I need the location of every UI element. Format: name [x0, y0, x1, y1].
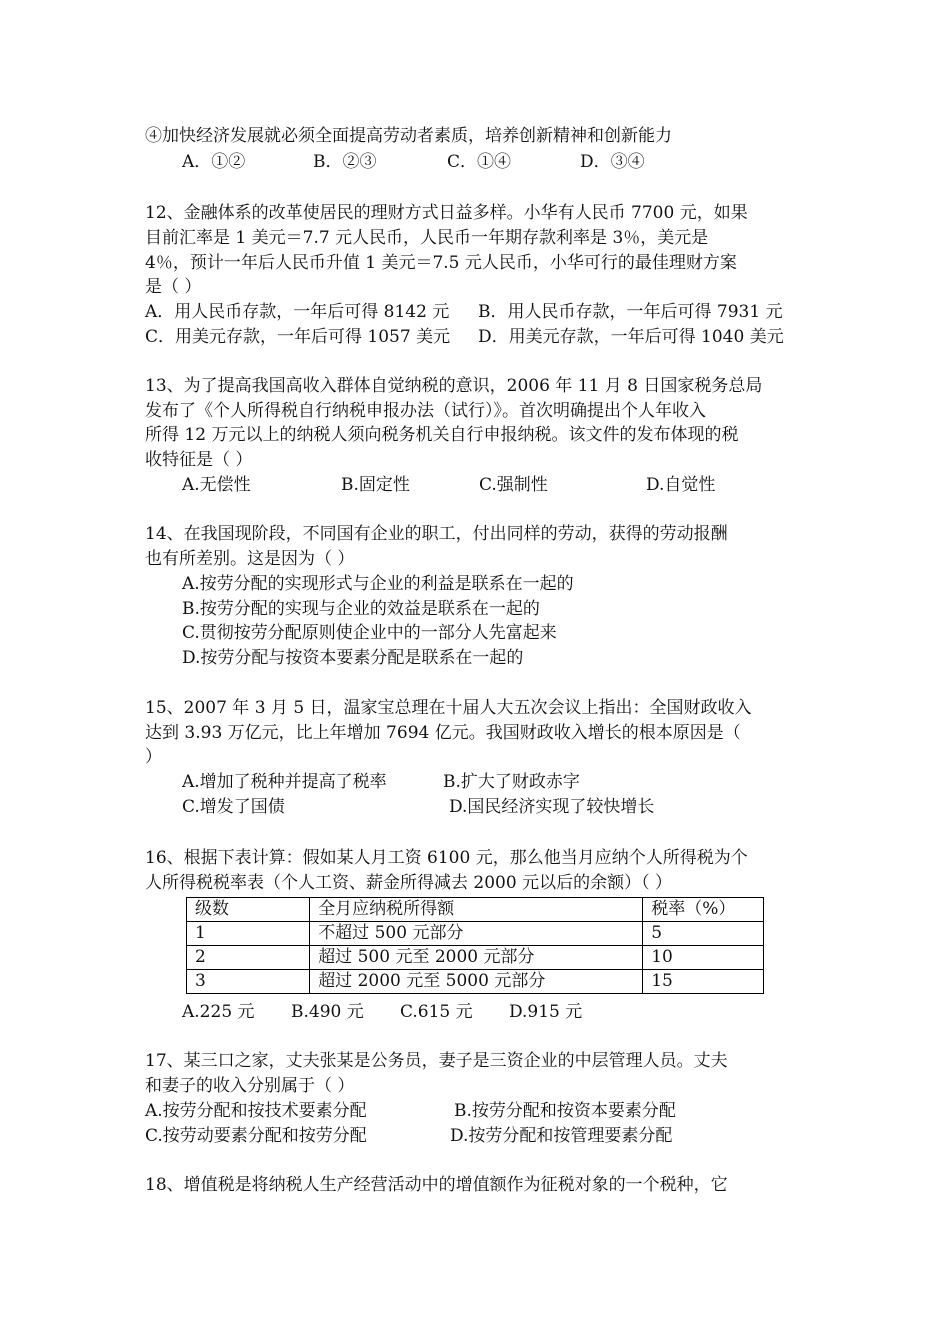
table-row — [187, 922, 764, 946]
table-cell: 不超过 500 元部分 — [310, 922, 643, 946]
table-cell: 2 — [187, 946, 310, 970]
q15-line-3: ） — [145, 747, 162, 767]
q12-line-2: 目前汇率是 1 美元＝7.7 元人民币，人民币一年期存款利率是 3％，美元是 — [145, 228, 709, 248]
q18-line-1: 18、增值税是将纳税人生产经营活动中的增值额作为征税对象的一个税种，它 — [145, 1175, 728, 1195]
table-header-cell: 级数 — [187, 898, 310, 922]
q14-option-c: C.贯彻按劳分配原则使企业中的一部分人先富起来 — [182, 623, 557, 643]
q17-option-a: A.按劳分配和按技术要素分配 — [145, 1101, 367, 1121]
q16-option-d: D.915 元 — [509, 1002, 583, 1022]
q16-line-2: 人所得税税率表（个人工资、薪金所得减去 2000 元以后的余额）（ ） — [145, 873, 672, 893]
q12-option-d: D．用美元存款，一年后可得 1040 美元 — [478, 327, 784, 347]
q15-line-1: 15、2007 年 3 月 5 日，温家宝总理在十届人大五次会议上指出：全国财政收入 — [145, 698, 752, 718]
q12-option-b: B．用人民币存款，一年后可得 7931 元 — [478, 302, 783, 322]
tax-rate-table — [186, 897, 764, 994]
table-cell: 超过 2000 元至 5000 元部分 — [310, 970, 643, 994]
q11-option-c: C．①④ — [447, 152, 512, 172]
q13-line-2: 发布了《个人所得税自行纳税申报办法（试行）》。首次明确提出个人年收入 — [145, 401, 706, 421]
q15-option-a: A.增加了税种并提高了税率 — [182, 772, 387, 792]
q15-option-b: B.扩大了财政赤字 — [443, 772, 580, 792]
table-cell: 1 — [187, 922, 310, 946]
q16-option-a: A.225 元 — [182, 1002, 255, 1022]
q16-option-c: C.615 元 — [400, 1002, 473, 1022]
q12-line-1: 12、金融体系的改革使居民的理财方式日益多样。小华有人民币 7700 元，如果 — [145, 203, 748, 223]
q13-option-a: A.无偿性 — [182, 475, 251, 495]
q17-option-d: D.按劳分配和按管理要素分配 — [450, 1126, 673, 1146]
table-row — [187, 946, 764, 970]
q11-option-a: A．①② — [182, 152, 246, 172]
q14-option-d: D.按劳分配与按资本要素分配是联系在一起的 — [182, 648, 524, 668]
q12-option-c: C．用美元存款，一年后可得 1057 美元 — [145, 327, 451, 347]
q16-line-1: 16、根据下表计算：假如某人月工资 6100 元，那么他当月应纳个人所得税为个 — [145, 848, 748, 868]
q11-option-b: B．②③ — [313, 152, 377, 172]
q17-option-c: C.按劳动要素分配和按劳分配 — [145, 1126, 367, 1146]
q15-option-c: C.增发了国债 — [182, 797, 285, 817]
table-cell: 15 — [643, 970, 764, 994]
q15-line-2: 达到 3.93 万亿元，比上年增加 7694 亿元。我国财政收入增长的根本原因是（ — [145, 723, 741, 743]
q14-line-2: 也有所差别。这是因为（ ） — [145, 549, 355, 569]
q14-option-b: B.按劳分配的实现与企业的效益是联系在一起的 — [182, 599, 540, 619]
q13-line-1: 13、为了提高我国高收入群体自觉纳税的意识，2006 年 11 月 8 日国家税务总局 — [145, 376, 763, 396]
q13-option-c: C.强制性 — [479, 475, 548, 495]
q11-option-d: D．③④ — [580, 152, 645, 172]
q16-option-b: B.490 元 — [291, 1002, 364, 1022]
q14-line-1: 14、在我国现阶段，不同国有企业的职工，付出同样的劳动，获得的劳动报酬 — [145, 524, 728, 544]
q17-line-1: 17、某三口之家，丈夫张某是公务员，妻子是三资企业的中层管理人员。丈夫 — [145, 1051, 728, 1071]
q15-option-d: D.国民经济实现了较快增长 — [449, 797, 655, 817]
q13-line-4: 收特征是（ ） — [145, 450, 253, 470]
table-cell: 5 — [643, 922, 764, 946]
q13-option-d: D.自觉性 — [646, 475, 716, 495]
table-row — [187, 970, 764, 994]
table-header-cell: 全月应纳税所得额 — [310, 898, 643, 922]
table-cell: 超过 500 元至 2000 元部分 — [310, 946, 643, 970]
q12-line-3: 4％，预计一年后人民币升值 1 美元＝7.5 元人民币，小华可行的最佳理财方案 — [145, 253, 737, 273]
table-header-cell: 税率（%） — [643, 898, 764, 922]
q11-statement-4: ④加快经济发展就必须全面提高劳动者素质，培养创新精神和创新能力 — [145, 126, 672, 146]
q12-option-a: A．用人民币存款，一年后可得 8142 元 — [145, 302, 450, 322]
q17-line-2: 和妻子的收入分别属于（ ） — [145, 1076, 355, 1096]
q17-option-b: B.按劳分配和按资本要素分配 — [454, 1101, 676, 1121]
table-cell: 10 — [643, 946, 764, 970]
q13-line-3: 所得 12 万元以上的纳税人须向税务机关自行申报纳税。该文件的发布体现的税 — [145, 425, 739, 445]
q12-line-4: 是（ ） — [145, 277, 202, 297]
table-cell: 3 — [187, 970, 310, 994]
q13-option-b: B.固定性 — [341, 475, 410, 495]
q14-option-a: A.按劳分配的实现形式与企业的利益是联系在一起的 — [182, 574, 574, 594]
table-header-row — [187, 898, 764, 922]
